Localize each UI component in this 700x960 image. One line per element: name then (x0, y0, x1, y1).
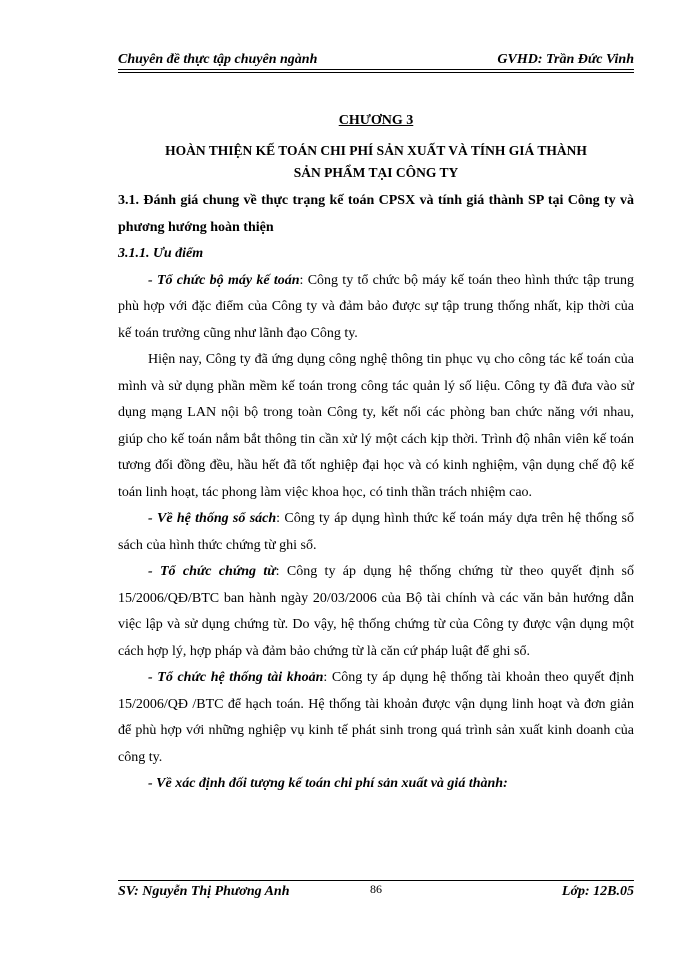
page-body (118, 110, 634, 798)
paragraph-it-application (118, 347, 634, 506)
paragraph-cost-object (118, 771, 634, 798)
chapter-title-line-2: SẢN PHẨM TẠI CÔNG TY (293, 165, 459, 180)
paragraph-lead: - Tổ chức bộ máy kế toán (148, 272, 300, 288)
paragraph-text: : Công ty áp dụng hình thức kế toán máy dựa trên hệ thống sổ sách của hình thức chứng từ ghi sổ. (118, 511, 635, 553)
paragraph-text: : Công ty áp dụng hệ thống tài khoản theo quyết định 15/2006/QĐ /BTC để hạch toán. Hệ thống tài khoản được vận dụng linh hoạt và đơn giản để phù hợp với những nghiệp vụ kinh tế phát sinh trong quá trình sản xuất kinh doanh của công ty. (118, 670, 634, 765)
paragraph-accounting-organization (118, 268, 634, 348)
footer-rule (118, 880, 634, 881)
header-rule (118, 69, 634, 70)
paragraph-account-system (118, 665, 634, 771)
page-number: 86 (370, 882, 382, 896)
chapter-title-line-1: HOÀN THIỆN KẾ TOÁN CHI PHÍ SẢN XUẤT VÀ TÍNH GIÁ THÀNH (165, 143, 587, 158)
section-heading: 3.1. Đánh giá chung về thực trạng kế toán CPSX và tính giá thành SP tại Công ty và phương hướng hoàn thiện (118, 193, 634, 235)
paragraph-text: : Công ty áp dụng hệ thống chứng từ theo quyết định số 15/2006/QĐ/BTC ban hành ngày 20/03/2006 của Bộ tài chính và các văn bản hướng dẫn việc lập và sử dụng chứng từ. Do vậy, hệ thống chứng từ của Công ty được vận dụng một cách hợp lý, hợp pháp và đảm bảo chứng từ là căn cứ pháp luật để ghi sổ. (118, 564, 634, 659)
paragraph-lead: - Tổ chức hệ thống tài khoản (148, 670, 324, 685)
page-header (118, 46, 634, 68)
header-rule-double (118, 72, 634, 73)
paragraph-text: Hiện nay, Công ty đã ứng dụng công nghệ thông tin phục vụ cho công tác kế toán của mình và sử dụng phần mềm kế toán trong công tác quản lý số liệu. Công ty đã đưa vào sử dụng mạng LAN nội bộ trong toàn Công ty, kết nối các phòng ban chức năng với nhau, giúp cho kế toán nắm bắt thông tin cần xử lý một cách kịp thời. Trình độ nhân viên kế toán tương đối đồng đều, hầu hết đã tốt nghiệp đại học và có kinh nghiệm, vận dụng chế độ kế toán linh hoạt, tác phong làm việc khoa học, có tinh thần trách nhiệm cao. (118, 352, 634, 500)
subsection-heading: 3.1.1. Ưu điểm (118, 246, 204, 261)
footer-student-name: SV: Nguyễn Thị Phương Anh (118, 884, 290, 899)
header-left-title: Chuyên đề thực tập chuyên ngành (118, 52, 318, 67)
footer-class: Lớp: 12B.05 (561, 884, 634, 899)
paragraph-lead: - Về hệ thống sổ sách (148, 511, 277, 526)
header-right-advisor: GVHD: Trần Đức Vinh (497, 52, 634, 67)
paragraph-bookkeeping-system (118, 506, 634, 559)
paragraph-lead: - Về xác định đối tượng kế toán chi phí sản xuất và giá thành: (148, 776, 508, 791)
page-footer (118, 882, 634, 904)
chapter-heading: CHƯƠNG 3 (338, 113, 414, 128)
paragraph-lead: - Tổ chức chứng từ (148, 564, 276, 579)
paragraph-voucher-organization (118, 559, 634, 665)
paragraph-text: : Công ty tổ chức bộ máy kế toán theo hình thức tập trung phù hợp với đặc điểm của Công ty và đảm bảo được sự tập trung thống nhất, kịp thời của kế toán trưởng cũng như lãnh đạo Công ty. (118, 272, 634, 341)
